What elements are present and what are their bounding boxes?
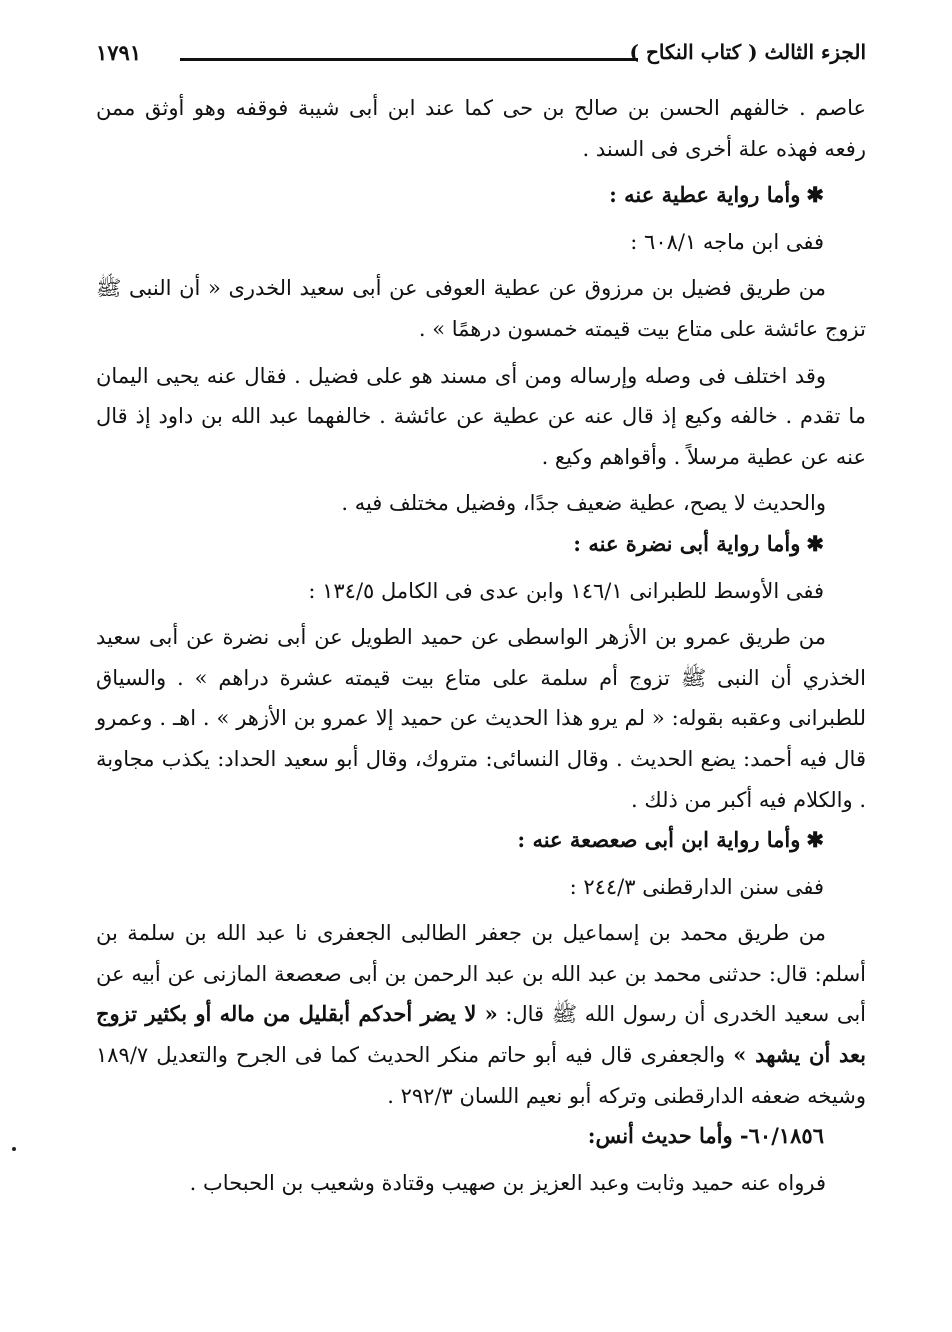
hadith-text xyxy=(96,913,866,1116)
paragraph-continuation: عاصم . خالفهم الحسن بن صالح بن حى كما عند ابن أبى شيبة فوقفه وهو أوثق ممن رفعه فهذه علة أخرى فى السند . xyxy=(96,96,866,161)
section-heading-anas: ٦٠/١٨٥٦- وأما حديث أنس: xyxy=(587,1123,824,1149)
heading-text: وأما رواية عطية عنه : xyxy=(609,182,801,208)
star-icon: ✱ xyxy=(806,182,824,208)
prophetic-quote: « لا يضر أحدكم أبقليل من ماله أو بكثير تزوج بعد أن يشهد » xyxy=(96,1001,866,1068)
header-title: الجزء الثالث ( كتاب النكاح ) xyxy=(629,40,866,64)
narrators-paragraph: فرواه عنه حميد وثابت وعبد العزيز بن صهيب وقتادة وشعيب بن الحبحاب . xyxy=(189,1170,826,1195)
commentary-paragraph: وقد اختلف فى وصله وإرساله ومن أى مسند هو على فضيل . فقال عنه يحيى اليمان ما تقدم . خالفه وكيع إذ قال عنه عن عطية عن عائشة . خالفهما عبد الله بن داود إذ قال عنه عن عطية مرسلاً . وأقواهم وكيع . xyxy=(96,363,866,469)
heading-text: وأما رواية ابن أبى صعصعة عنه : xyxy=(517,827,801,853)
section-heading-ibn-abi-sasa xyxy=(96,820,866,861)
star-icon: ✱ xyxy=(806,530,824,556)
section-heading-abu-nadra xyxy=(96,524,866,565)
section-heading-atiyya xyxy=(96,175,866,216)
page-body xyxy=(96,88,866,1203)
running-header xyxy=(96,38,866,78)
hadith-text: من طريق فضيل بن مرزوق عن عطية العوفى عن أبى سعيد الخدرى « أن النبى ﷺ تزوج عائشة على متاع بيت قيمته خمسون درهمًا » . xyxy=(96,276,866,341)
header-rule xyxy=(180,58,638,61)
judgment-paragraph: والحديث لا يصح، عطية ضعيف جدًا، وفضيل مختلف فيه . xyxy=(341,491,826,516)
source-reference: ففى ابن ماجه ٦٠٨/١ : xyxy=(630,229,824,254)
source-reference: ففى سنن الدارقطنى ٢٤٤/٣ : xyxy=(569,874,824,899)
page-number: ١٧٩١ xyxy=(96,40,142,65)
heading-text: وأما رواية أبى نضرة عنه : xyxy=(573,530,801,556)
source-reference: ففى الأوسط للطبرانى ١٤٦/١ وابن عدى فى الكامل ١٣٤/٥ : xyxy=(308,578,824,603)
star-icon: ✱ xyxy=(806,827,824,853)
chain-text: من طريق محمد بن إسماعيل بن جعفر الطالبى الجعفرى نا عبد الله بن سلمة بن أسلم: قال: حدثنى محمد بن عبد الله بن عبد الرحمن بن أبى صعصعة المازنى عن أبيه عن أبى سعيد الخدرى أن رسول الله ﷺ قال: xyxy=(96,921,866,1027)
grading-text: والجعفرى قال فيه أبو حاتم منكر الحديث كما فى الجرح والتعديل ١٨٩/٧ وشيخه ضعفه الدارقطنى وتركه أبو نعيم اللسان ٢٩٢/٣ . xyxy=(96,1043,866,1108)
scan-speck xyxy=(12,1147,16,1151)
hadith-text: من طريق عمرو بن الأزهر الواسطى عن حميد الطويل عن أبى نضرة عن أبى سعيد الخذري أن النبى ﷺ تزوج أم سلمة على متاع بيت قيمته عشرة دراهم » . والسياق للطبرانى وعقبه بقوله: « لم يرو هذا الحديث عن حميد إلا عمرو بن الأزهر » . اهـ . وعمرو قال فيه أحمد: يضع الحديث . وقال النسائى: متروك، وقال أبو سعيد الحداد: يكذب مجاوبة . والكلام فيه أكبر من ذلك . xyxy=(96,625,866,812)
